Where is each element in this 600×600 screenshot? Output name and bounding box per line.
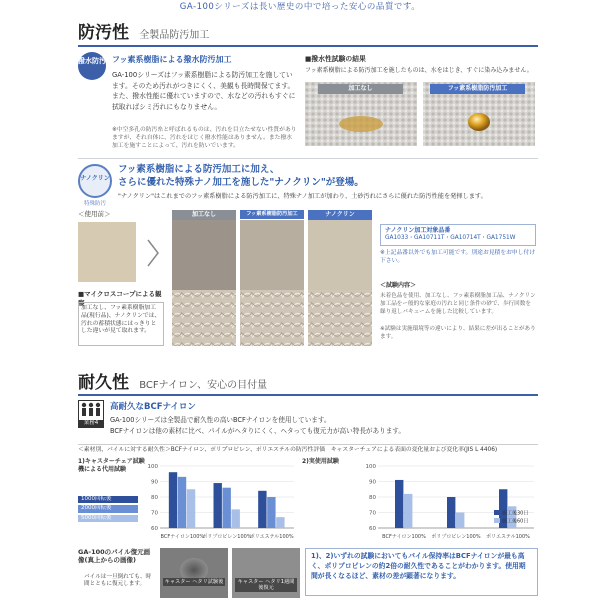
x-tick-label: BCFナイロン100% (382, 534, 426, 540)
photo-before-use (78, 222, 136, 282)
badge-nanoclean-text: ナノクリン (80, 175, 110, 182)
y-tick-label: 80 (151, 495, 158, 501)
method-body: 未着色品を使用、加工なし、フッ素系樹脂加工品、ナノクリン加工品をー般的な家庭の汚れと同じ条件の砂で、歩行回数を繰り返しバキュームを施した比較しています。 (380, 293, 536, 315)
soil-test-photos (172, 210, 372, 290)
bar-1-2 (232, 509, 240, 528)
label-after-test: キャスター ヘタリ試験後 (164, 579, 224, 585)
y-tick-label: 100 (147, 464, 158, 470)
micro-nano (308, 290, 372, 346)
bar-1-1 (456, 513, 464, 529)
heading-water-repellent: フッ素系樹脂による撥水防汚加工 (112, 55, 232, 64)
y-tick-label: 60 (151, 526, 158, 532)
legend-swatch (494, 518, 500, 523)
method-note: ※試験は実施環境等の違いにより、結果に差が出ることがあります。 (380, 326, 536, 340)
bar-0-1 (178, 477, 186, 528)
microscope-photos (172, 290, 372, 346)
x-tick-label: BCFナイロン100% (160, 534, 205, 540)
section3-title-row (78, 372, 538, 394)
micro-title: ■マイクロスコープによる観察 (78, 290, 162, 307)
compare-title: ＜素材別、パイルに対する耐久性＞BCFナイロン、ポリプロピレン、ポリエステルの防汚性評価 キャスターチェアによる表面の変化量および変化率(JIS L 4406) (78, 444, 538, 455)
target-items: GA1033・GA10711T・GA10714T・GA1751W (385, 235, 516, 242)
target-note: ※上記品番以外でも加工可能です。別途お見積をお申し付け下さい。 (380, 250, 536, 264)
conclusion-box: 1)、2)いずれの試験においてもパイル保持率はBCFナイロンが最も高く、ポリプロピレンの約2倍の耐久性であることがわかります。使用期間が長くなるほど、素材の差が顕著になります。 (305, 548, 538, 596)
label-1week: キャスター ヘタリ1週間後復元 (235, 578, 297, 592)
test-title: ■撥水性試験の結果 (305, 55, 366, 63)
chart-real-use (302, 458, 538, 544)
bar-2-0 (258, 491, 266, 528)
x-tick-label: ポリエステル100% (249, 534, 294, 540)
micro-desc: 加工なし、フッ素系樹脂加工品(現行品)、ナノクリンでは、汚れの蓄積状態にはっきりとした違いが見て取れます。 (78, 302, 164, 346)
heading-nanoclean-part4: が登場。 (325, 176, 364, 188)
target-title: ナノクリン加工対象品番 (385, 227, 451, 234)
section-title-stain: 防汚性 (78, 23, 129, 43)
heading-bcf: 高耐久なBCFナイロン (110, 402, 196, 412)
chevron-right-icon (146, 238, 160, 268)
badge-commercial-label: 業務4 (79, 420, 103, 427)
micro-fluoro (240, 290, 304, 346)
photo-soil-fluoro (240, 220, 304, 290)
y-tick-label: 70 (369, 510, 376, 517)
heading-nanoclean-line1: フッ素系樹脂による防汚加工に加え、 (118, 164, 280, 175)
water-drop (468, 113, 490, 131)
header-title: GA-100シリーズは長い歴史の中で培った安心の品質です。 (179, 2, 421, 12)
bar-0-1 (404, 494, 412, 528)
chart1-legend-item: 2000回転後 (78, 505, 138, 512)
chart2-svg (362, 460, 538, 542)
chart2-title: 2)実使用試験 (302, 458, 339, 465)
legend-label: 施工後60日 (502, 518, 529, 525)
recovery-title: GA-100のパイル復元画像(真上からの画像) (78, 548, 151, 565)
section-subtitle-stain: 全製品防汚加工 (139, 30, 210, 41)
photo-soil-untreated (172, 220, 236, 290)
x-tick-label: ポリエステル100% (486, 534, 530, 540)
soil-test-svg (172, 210, 372, 290)
section-subtitle-durability: BCFナイロン、安心の目付量 (139, 380, 268, 391)
chart1-legend-item: 1000回転後 (78, 496, 138, 503)
method-title: ＜試験内容＞ (380, 282, 417, 289)
y-tick-label: 70 (151, 510, 158, 517)
micro-untreated (172, 290, 236, 346)
recovery-desc: パイルは一旦倒れても、時間とともに復元します。 (84, 574, 152, 588)
body-bcf-2: BCFナイロンは他の素材に比べ、パイルがヘタりにくく、ヘタっても復元力が高い特長があります。 (110, 427, 405, 435)
chart-caster (78, 458, 298, 544)
heading-nanoclean-part3: "ナノクリン" (269, 176, 326, 188)
y-tick-label: 90 (369, 479, 376, 486)
label-untreated: 加工なし (318, 84, 403, 94)
bar-0-2 (187, 489, 195, 528)
badge-commercial (78, 400, 104, 428)
bar-0-0 (395, 480, 403, 528)
chart1-title: 1)キャスターチェア試験機による代用試験 (78, 458, 145, 473)
y-tick-label: 80 (369, 495, 376, 501)
badge-nanoclean (78, 164, 112, 198)
note-hollow-fiber: ※中空多孔の防汚糸と呼ばれるものは、汚れを目立たせない性質がありますが、それ自体に、汚れをはじく撥水性能はありません。また撥水加工を施すことによって、汚れを防いでいます。 (112, 127, 297, 150)
section-title-row (78, 22, 538, 44)
badge-nanoclean-sub: 特殊防汚 (83, 201, 106, 207)
x-tick-label: ポリプロピレン100% (202, 534, 252, 540)
legend-label: 施工後30日 (502, 510, 529, 517)
y-tick-label: 100 (365, 464, 376, 470)
test-desc: フッ素系樹脂による防汚加工を施したものは、水をはじき、すぐに染み込みません。 (305, 67, 533, 74)
section2-divider (78, 158, 538, 159)
section3-divider (78, 394, 538, 396)
heading-nanoclean (118, 164, 538, 190)
people-icon (79, 401, 103, 417)
body-bcf-1: GA-100シリーズは全製品で耐久性の高いBCFナイロンを使用しています。 (110, 416, 331, 424)
label-soil-untreated: 加工なし (172, 210, 236, 220)
label-fluoro: フッ素系樹脂防汚加工 (430, 84, 525, 94)
label-soil-nano: ナノクリン (308, 210, 372, 220)
y-tick-label: 60 (369, 526, 376, 532)
bar-1-1 (223, 488, 231, 528)
photo-soil-nano (308, 220, 372, 290)
bar-1-0 (214, 483, 222, 528)
heading-nanoclean-line2 (118, 177, 538, 190)
stain-spread (339, 116, 383, 132)
body-nanoclean: "ナノクリン"はこれまでのフッ素系樹脂による防汚加工に、特殊ナノ加工が加わり、土砂汚れにさらに優れた防汚性能を発揮します。 (118, 193, 487, 200)
nanoclean-target-box (380, 224, 536, 246)
body-water-repellent: GA-100シリーズはフッ素系樹脂による防汚加工を施しています。そのため汚れがつきにくく、美観も長時間保てます。また、撥水性能に優れていますので、水などの汚れもすぐに拭取ればシミ汚れにもなりません。 (112, 71, 296, 111)
label-before-use: ＜使用前＞ (78, 210, 111, 218)
x-tick-label: ポリプロピレン100% (431, 534, 481, 540)
microscope-svg (172, 290, 372, 346)
section-divider (78, 45, 538, 47)
bar-2-2 (276, 517, 284, 528)
section-title-durability: 耐久性 (78, 373, 129, 393)
chart1-legend (78, 496, 142, 524)
label-soil-fluoro: フッ素系樹脂防汚加工 (240, 210, 304, 219)
heading-nanoclean-part2: さらに優れた特殊ナノ加工を施した (118, 176, 270, 188)
chart1-legend-item: 5000回転後 (78, 515, 138, 522)
chart1-svg (144, 460, 298, 542)
legend-swatch (494, 510, 500, 515)
bar-0-0 (169, 472, 177, 528)
badge-water-repellent: 撥水防汚 (78, 52, 106, 80)
bar-2-1 (267, 497, 275, 528)
y-tick-label: 90 (151, 479, 158, 486)
bar-1-0 (447, 497, 455, 528)
